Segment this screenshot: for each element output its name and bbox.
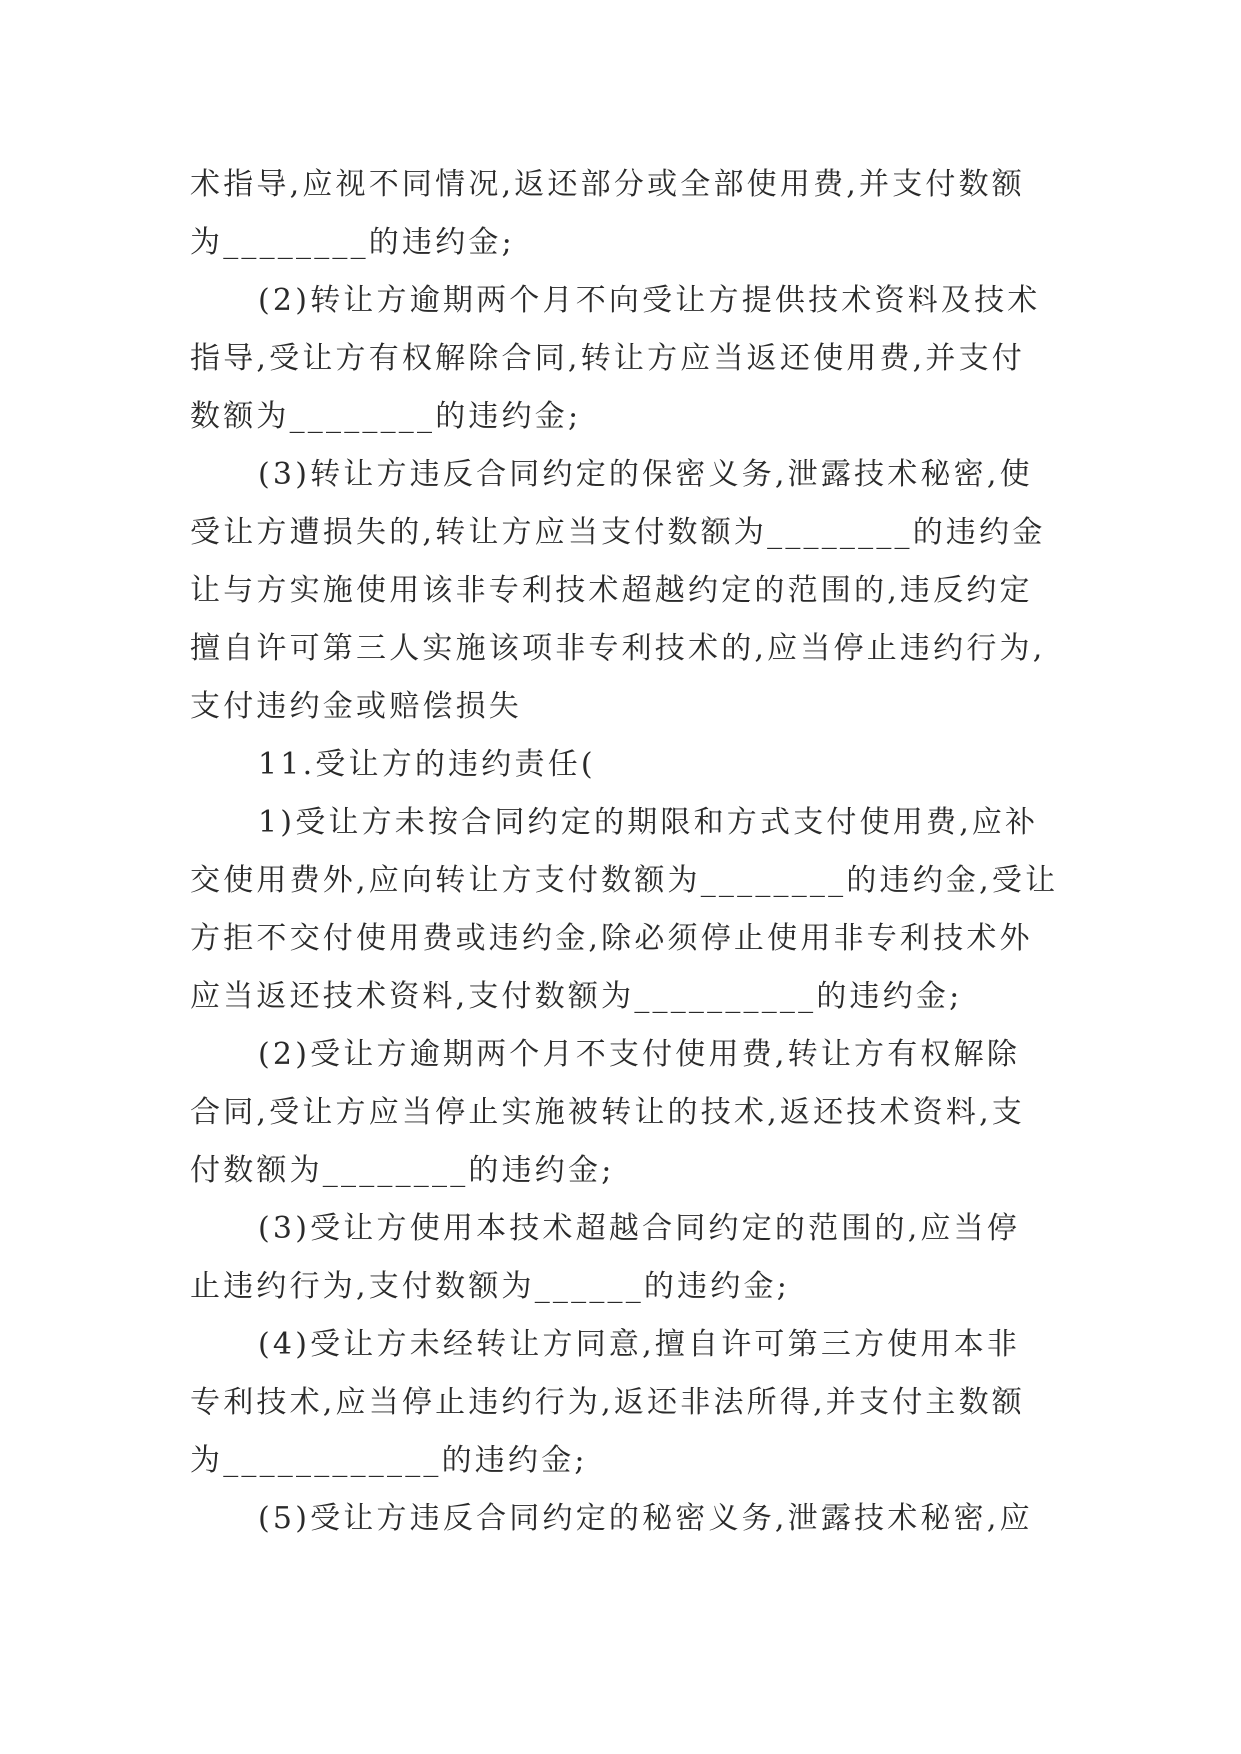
- text-line-8: 让与方实施使用该非专利技术超越约定的范围的,违反约定: [190, 573, 1033, 608]
- text-line-15: 应当返还技术资料,支付数额为__________的违约金;: [190, 979, 963, 1014]
- text-line-18: 付数额为________的违约金;: [190, 1153, 615, 1188]
- text-line-24: (5)受让方违反合同约定的秘密义务,泄露技术秘密,应: [258, 1501, 1033, 1536]
- text-line-7: 受让方遭损失的,转让方应当支付数额为________的违约金: [190, 515, 1046, 550]
- text-line-1: 术指导,应视不同情况,返还部分或全部使用费,并支付数额: [190, 167, 1026, 202]
- section-heading-11: 11.受让方的违约责任(: [258, 747, 596, 782]
- text-line-17: 合同,受让方应当停止实施被转让的技术,返还技术资料,支: [190, 1095, 1026, 1130]
- text-line-2: 为________的违约金;: [190, 225, 515, 260]
- text-line-13: 交使用费外,应向转让方支付数额为________的违约金,受让: [190, 863, 1059, 898]
- text-line-21: (4)受让方未经转让方同意,擅自许可第三方使用本非: [258, 1327, 1021, 1362]
- text-line-6: (3)转让方违反合同约定的保密义务,泄露技术秘密,使: [258, 457, 1033, 492]
- text-line-9: 擅自许可第三人实施该项非专利技术的,应当停止违约行为,: [190, 631, 1046, 666]
- text-line-4: 指导,受让方有权解除合同,转让方应当返还使用费,并支付: [190, 341, 1026, 376]
- text-line-20: 止违约行为,支付数额为______的违约金;: [190, 1269, 791, 1304]
- text-line-5: 数额为________的违约金;: [190, 399, 582, 434]
- text-line-3: (2)转让方逾期两个月不向受让方提供技术资料及技术: [258, 283, 1041, 318]
- text-line-16: (2)受让方逾期两个月不支付使用费,转让方有权解除: [258, 1037, 1021, 1072]
- text-line-10: 支付违约金或赔偿损失: [190, 689, 522, 724]
- document-page: [190, 156, 1059, 1548]
- text-line-12: 1)受让方未按合同约定的期限和方式支付使用费,应补: [258, 805, 1039, 840]
- text-line-14: 方拒不交付使用费或违约金,除必须停止使用非专利技术外: [190, 921, 1033, 956]
- text-line-22: 专利技术,应当停止违约行为,返还非法所得,并支付主数额: [190, 1385, 1026, 1420]
- text-line-19: (3)受让方使用本技术超越合同约定的范围的,应当停: [258, 1211, 1021, 1246]
- text-line-23: 为____________的违约金;: [190, 1443, 588, 1478]
